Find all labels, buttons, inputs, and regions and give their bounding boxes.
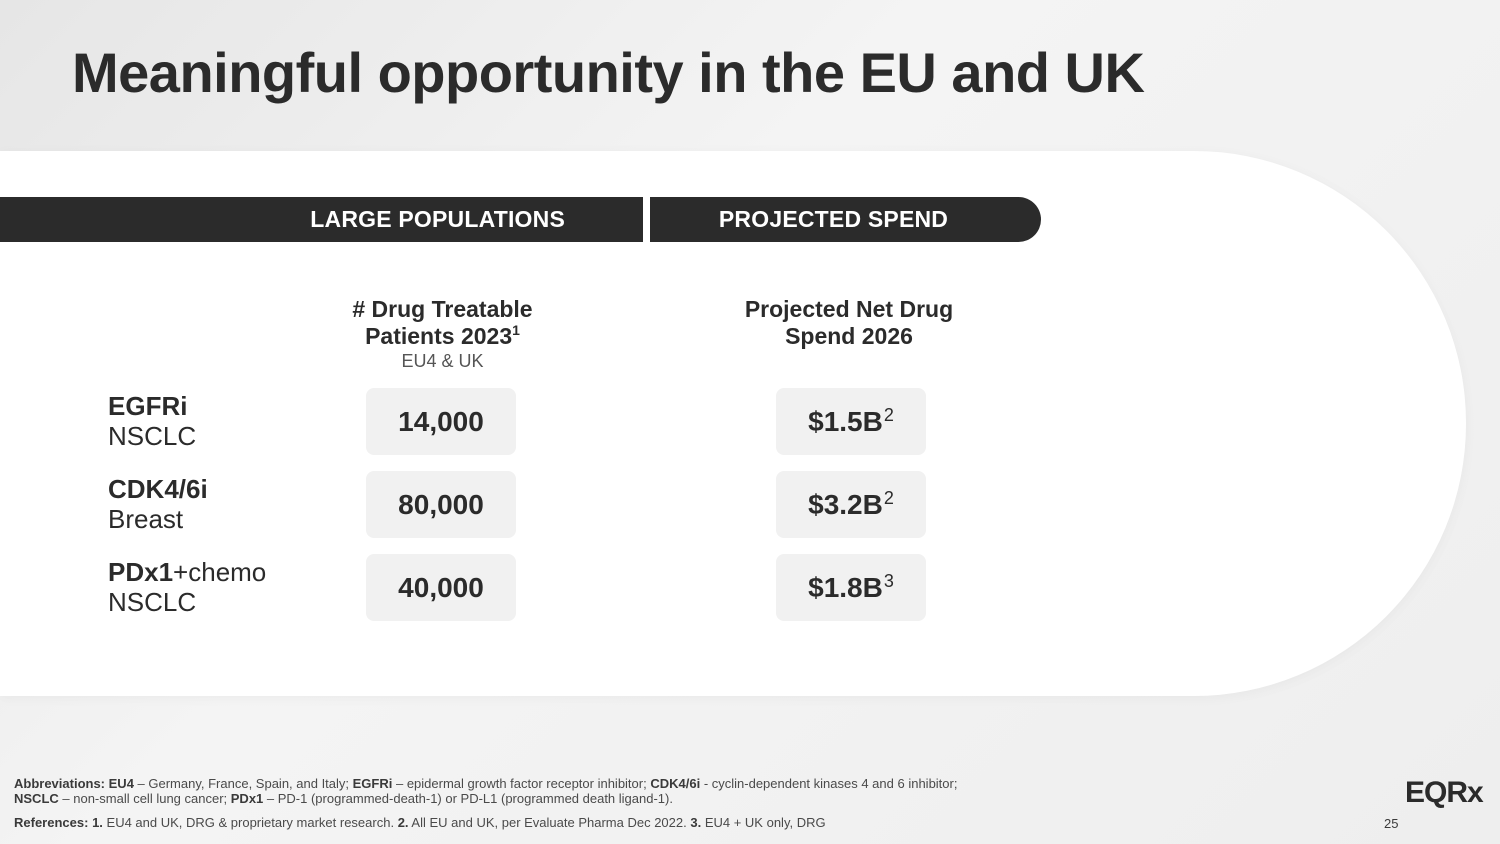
- abbr-term: PDx1: [230, 791, 264, 806]
- references-note: [14, 815, 826, 830]
- references-label: References:: [14, 815, 89, 830]
- page-number: 25: [1384, 816, 1399, 831]
- abbr-def: – non-small cell lung cancer;: [58, 791, 231, 806]
- spend-value-text: $1.8B: [808, 571, 883, 603]
- ref-number: 3.: [690, 815, 702, 830]
- large-populations-band: [0, 197, 643, 242]
- spend-value-text: $1.5B: [808, 405, 883, 437]
- row-label-pdx1: [108, 557, 266, 617]
- row-label-bold: CDK4/6i: [108, 474, 208, 504]
- patients-column-header: [320, 296, 565, 372]
- spend-column-header: [720, 296, 978, 350]
- abbr-def: – epidermal growth factor receptor inhibitor;: [392, 776, 651, 791]
- eqrx-logo: EQRx: [1405, 776, 1483, 809]
- row-label-indication: NSCLC: [108, 587, 197, 617]
- spend-value-ref: 2: [883, 405, 894, 425]
- spend-value-pdx1: [776, 554, 926, 621]
- spend-value-egfri: [776, 388, 926, 455]
- patients-header-line2: Patients 2023: [365, 323, 513, 349]
- spend-value-ref: 2: [883, 488, 894, 508]
- row-label-indication: NSCLC: [108, 421, 197, 451]
- projected-spend-label: PROJECTED SPEND: [718, 206, 949, 232]
- patients-header-ref: 1: [512, 322, 520, 338]
- abbr-def: – PD-1 (programmed-death-1) or PD-L1 (programmed death ligand-1).: [263, 791, 673, 806]
- slide-title: Meaningful opportunity in the EU and UK: [72, 41, 1145, 104]
- spend-value-text: $3.2B: [808, 488, 883, 520]
- projected-spend-band: [650, 197, 1041, 242]
- abbreviations-label: Abbreviations:: [14, 776, 106, 791]
- abbr-term: EU4: [108, 776, 134, 791]
- abbreviations-note: [14, 776, 994, 806]
- patients-value-egfri: [366, 388, 516, 455]
- abbr-term: CDK4/6i: [650, 776, 701, 791]
- abbr-term: EGFRi: [352, 776, 393, 791]
- patients-value-cdk46i: [366, 471, 516, 538]
- row-label-cdk46i: [108, 474, 208, 534]
- ref-text: EU4 + UK only, DRG: [701, 815, 826, 830]
- patients-header-sub: EU4 & UK: [401, 351, 484, 371]
- ref-text: EU4 and UK, DRG & proprietary market research.: [102, 815, 398, 830]
- patients-value-pdx1: [366, 554, 516, 621]
- patients-value-text: 14,000: [398, 405, 484, 437]
- spend-value-ref: 3: [883, 571, 894, 591]
- abbr-def: – Germany, France, Spain, and Italy;: [133, 776, 353, 791]
- row-label-egfri: [108, 391, 196, 451]
- patients-header-line1: # Drug Treatable: [352, 296, 533, 322]
- spend-header-line2: Spend 2026: [785, 323, 913, 349]
- row-label-rest: +chemo: [173, 557, 267, 587]
- row-label-indication: Breast: [108, 504, 184, 534]
- spend-header-line1: Projected Net Drug: [744, 296, 954, 322]
- ref-number: 1.: [92, 815, 103, 830]
- abbr-def: - cyclin-dependent kinases 4 and 6 inhibitor;: [700, 776, 958, 791]
- large-populations-label: LARGE POPULATIONS: [310, 206, 565, 232]
- spend-value-cdk46i: [776, 471, 926, 538]
- patients-value-text: 80,000: [398, 488, 484, 520]
- ref-number: 2.: [397, 815, 409, 830]
- abbr-term: NSCLC: [14, 791, 59, 806]
- row-label-bold: EGFRi: [108, 391, 188, 421]
- ref-text: All EU and UK, per Evaluate Pharma Dec 2022.: [408, 815, 691, 830]
- patients-value-text: 40,000: [398, 571, 484, 603]
- row-label-bold: PDx1: [108, 557, 174, 587]
